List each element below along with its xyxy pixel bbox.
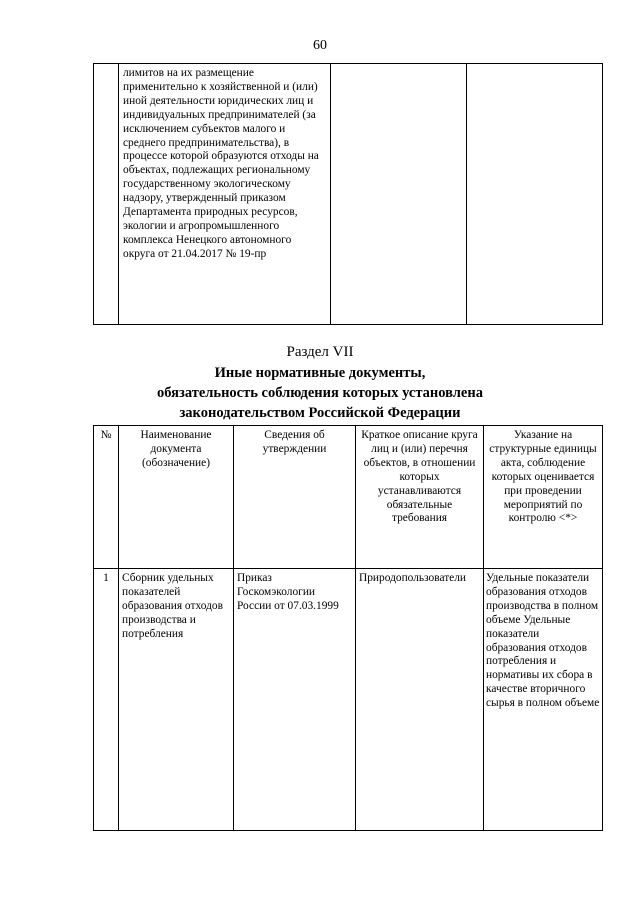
section-title-line: Иные нормативные документы,	[214, 365, 426, 381]
section-title	[0, 363, 640, 423]
header-requirements: Указание на структурные единицы акта, соблюдение которых оценивается при проведении мероприятий по контролю <*>	[484, 426, 603, 569]
table-row	[94, 569, 603, 831]
cell-document-name: Сборник удельных показателей образования отходов производства и потребления	[119, 569, 234, 831]
continued-table	[93, 63, 603, 325]
header-approval: Сведения об утверждении	[234, 426, 356, 569]
cell-scope: Природопользователи	[356, 569, 484, 831]
table-header-row	[94, 426, 603, 569]
header-document-name: Наименование документа (обозначение)	[119, 426, 234, 569]
cell-approval: Приказ Госкомэкологии России от 07.03.1999	[234, 569, 356, 831]
page-number: 60	[313, 38, 327, 53]
cell-number: 1	[94, 569, 119, 831]
table-cell-empty	[331, 64, 467, 325]
table-row	[94, 64, 603, 325]
section-title-line: обязательность соблюдения которых установлена	[157, 385, 483, 401]
section-title-line: законодательством Российской Федерации	[179, 405, 461, 421]
table-cell-document-text: лимитов на их размещение применительно к хозяйственной и (или) иной деятельности юридических лиц и индивидуальных предпринимателей (за исключением субъектов малого и среднего предпринимательства), в процессе которой образуются отходы на объектах, подлежащих региональному государственному экологическому надзору, утвержденный приказом Департамента природных ресурсов, экологии и агропромышленного комплекса Ненецкого автономного округа от 21.04.2017 № 19-пр	[119, 64, 331, 325]
table-cell-empty	[94, 64, 119, 325]
section-label: Раздел VII	[286, 344, 354, 360]
cell-requirements: Удельные показатели образования отходов производства в полном объеме Удельные показатели образования отходов потребления и нормативы их сбора в качестве вторичного сырья в полном объеме	[484, 569, 603, 831]
header-number: №	[94, 426, 119, 569]
documents-table	[93, 425, 603, 831]
header-scope: Краткое описание круга лиц и (или) перечня объектов, в отношении которых устанавливаются обязательные требования	[356, 426, 484, 569]
table-cell-empty	[467, 64, 603, 325]
